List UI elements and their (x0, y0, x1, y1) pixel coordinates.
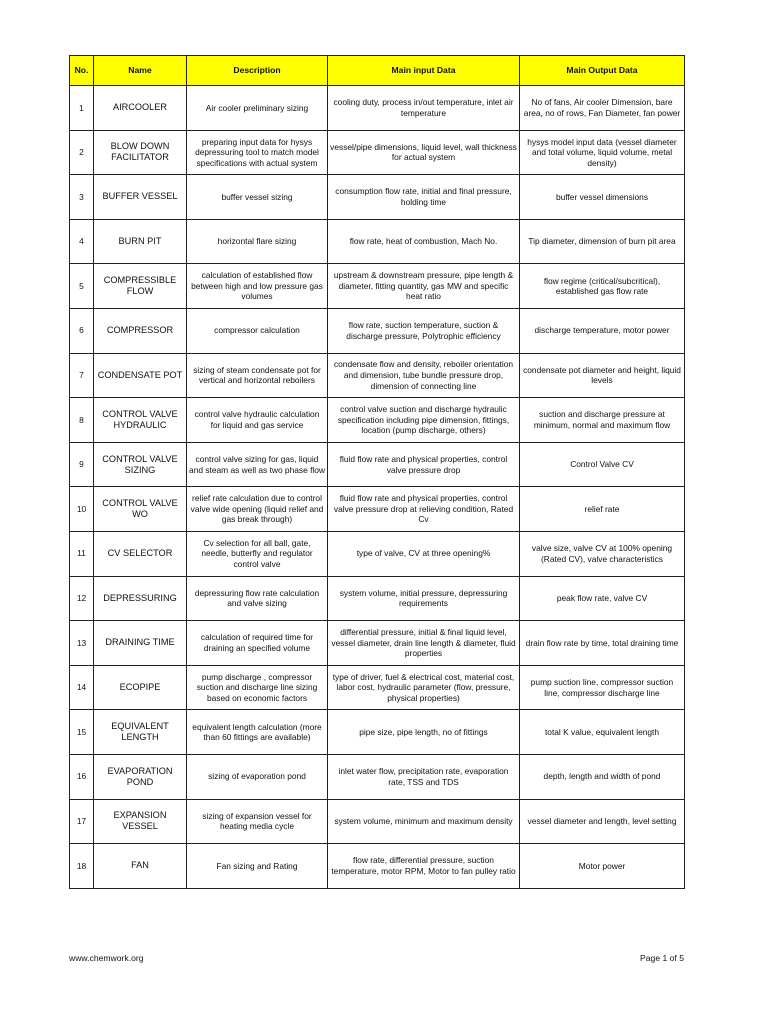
table-row (70, 175, 685, 220)
cell-output: discharge temperature, motor power (520, 308, 685, 353)
footer-page-number: Page 1 of 5 (640, 953, 684, 963)
header-no: No. (70, 56, 94, 86)
cell-name: ECOPIPE (94, 665, 187, 710)
cell-name: CONTROL VALVE HYDRAULIC (94, 398, 187, 443)
cell-description: control valve sizing for gas, liquid and steam as well as two phase flow (187, 442, 328, 487)
cell-description: equivalent length calculation (more than 60 fittings are available) (187, 710, 328, 755)
cell-input: fluid flow rate and physical properties, control valve pressure drop at relieving condition, Rated Cv (328, 487, 520, 532)
cell-name: CONTROL VALVE WO (94, 487, 187, 532)
cell-output: vessel diameter and length, level setting (520, 799, 685, 844)
cell-no: 6 (70, 308, 94, 353)
cell-name: CONTROL VALVE SIZING (94, 442, 187, 487)
cell-output: total K value, equivalent length (520, 710, 685, 755)
cell-output: Control Valve CV (520, 442, 685, 487)
cell-output: depth, length and width of pond (520, 754, 685, 799)
header-output: Main Output Data (520, 56, 685, 86)
cell-description: compressor calculation (187, 308, 328, 353)
cell-no: 9 (70, 442, 94, 487)
cell-no: 18 (70, 844, 94, 889)
cell-no: 3 (70, 175, 94, 220)
cell-output: condensate pot diameter and height, liquid levels (520, 353, 685, 398)
cell-description: sizing of expansion vessel for heating media cycle (187, 799, 328, 844)
cell-name: EVAPORATION POND (94, 754, 187, 799)
cell-description: Fan sizing and Rating (187, 844, 328, 889)
cell-name: CONDENSATE POT (94, 353, 187, 398)
cell-input: flow rate, heat of combustion, Mach No. (328, 219, 520, 264)
cell-output: valve size, valve CV at 100% opening (Rated CV), valve characteristics (520, 531, 685, 576)
header-input: Main input Data (328, 56, 520, 86)
cell-description: calculation of required time for draining an specified volume (187, 621, 328, 666)
table-body (70, 86, 685, 889)
cell-output: peak flow rate, valve CV (520, 576, 685, 621)
table-row (70, 353, 685, 398)
cell-no: 15 (70, 710, 94, 755)
cell-input: fluid flow rate and physical properties, control valve pressure drop (328, 442, 520, 487)
cell-name: BUFFER VESSEL (94, 175, 187, 220)
cell-name: EXPANSION VESSEL (94, 799, 187, 844)
cell-no: 1 (70, 86, 94, 131)
cell-no: 5 (70, 264, 94, 309)
cell-output: drain flow rate by time, total draining time (520, 621, 685, 666)
cell-output: hysys model input data (vessel diameter and total volume, liquid volume, metal density) (520, 130, 685, 175)
cell-output: Motor power (520, 844, 685, 889)
cell-input: flow rate, differential pressure, suction temperature, motor RPM, Motor to fan pulley ratio (328, 844, 520, 889)
cell-no: 11 (70, 531, 94, 576)
cell-no: 10 (70, 487, 94, 532)
cell-input: flow rate, suction temperature, suction & discharge pressure, Polytrophic efficiency (328, 308, 520, 353)
cell-output: No of fans, Air cooler Dimension, bare area, no of rows, Fan Diameter, fan power (520, 86, 685, 131)
cell-output: flow regime (critical/subcritical), established gas flow rate (520, 264, 685, 309)
calculation-tools-table (69, 55, 685, 889)
cell-output: Tip diameter, dimension of burn pit area (520, 219, 685, 264)
cell-description: buffer vessel sizing (187, 175, 328, 220)
cell-input: consumption flow rate, initial and final pressure, holding time (328, 175, 520, 220)
table-row (70, 264, 685, 309)
cell-input: upstream & downstream pressure, pipe length & diameter, fitting quantity, gas MW and specific heat ratio (328, 264, 520, 309)
cell-input: control valve suction and discharge hydraulic specification including pipe dimension, fittings, location (pump discharge, others) (328, 398, 520, 443)
cell-no: 4 (70, 219, 94, 264)
cell-description: control valve hydraulic calculation for liquid and gas service (187, 398, 328, 443)
table-row (70, 130, 685, 175)
cell-name: EQUIVALENT LENGTH (94, 710, 187, 755)
cell-name: BURN PIT (94, 219, 187, 264)
cell-input: type of driver, fuel & electrical cost, material cost, labor cost, hydraulic parameter (flow, pressure, physical properties) (328, 665, 520, 710)
cell-description: sizing of evaporation pond (187, 754, 328, 799)
cell-name: COMPRESSOR (94, 308, 187, 353)
cell-no: 7 (70, 353, 94, 398)
table-row (70, 665, 685, 710)
table-row (70, 86, 685, 131)
footer-website: www.chemwork.org (69, 953, 144, 963)
cell-name: DEPRESSURING (94, 576, 187, 621)
table-row (70, 487, 685, 532)
cell-input: inlet water flow, precipitation rate, evaporation rate, TSS and TDS (328, 754, 520, 799)
cell-output: suction and discharge pressure at minimum, normal and maximum flow (520, 398, 685, 443)
cell-input: pipe size, pipe length, no of fittings (328, 710, 520, 755)
cell-description: depressuring flow rate calculation and valve sizing (187, 576, 328, 621)
table-row (70, 710, 685, 755)
cell-input: vessel/pipe dimensions, liquid level, wall thickness for actual system (328, 130, 520, 175)
cell-output: relief rate (520, 487, 685, 532)
cell-description: Air cooler preliminary sizing (187, 86, 328, 131)
table-row (70, 398, 685, 443)
cell-name: CV SELECTOR (94, 531, 187, 576)
table-header-row (70, 56, 685, 86)
cell-description: pump discharge , compressor suction and discharge line sizing based on economic factors (187, 665, 328, 710)
table-row (70, 531, 685, 576)
cell-input: differential pressure, initial & final liquid level, vessel diameter, drain line length & diameter, fluid properties (328, 621, 520, 666)
cell-description: relief rate calculation due to control valve wide opening (liquid relief and gas break through) (187, 487, 328, 532)
cell-description: preparing input data for hysys depressuring tool to match model specifications with actual system (187, 130, 328, 175)
table-row (70, 799, 685, 844)
cell-input: system volume, initial pressure, depressuring requirements (328, 576, 520, 621)
cell-name: AIRCOOLER (94, 86, 187, 131)
cell-output: pump suction line, compressor suction line, compressor discharge line (520, 665, 685, 710)
cell-no: 17 (70, 799, 94, 844)
header-name: Name (94, 56, 187, 86)
cell-description: horizontal flare sizing (187, 219, 328, 264)
table-row (70, 754, 685, 799)
cell-no: 2 (70, 130, 94, 175)
cell-output: buffer vessel dimensions (520, 175, 685, 220)
cell-name: COMPRESSIBLE FLOW (94, 264, 187, 309)
table-row (70, 576, 685, 621)
cell-input: cooling duty, process in/out temperature, inlet air temperature (328, 86, 520, 131)
cell-name: DRAINING TIME (94, 621, 187, 666)
cell-name: FAN (94, 844, 187, 889)
table-row (70, 442, 685, 487)
cell-description: sizing of steam condensate pot for vertical and horizontal reboilers (187, 353, 328, 398)
header-description: Description (187, 56, 328, 86)
cell-no: 13 (70, 621, 94, 666)
table-row (70, 621, 685, 666)
cell-name: BLOW DOWN FACILITATOR (94, 130, 187, 175)
cell-description: calculation of established flow between high and low pressure gas volumes (187, 264, 328, 309)
table-row (70, 844, 685, 889)
cell-no: 16 (70, 754, 94, 799)
cell-no: 12 (70, 576, 94, 621)
cell-no: 14 (70, 665, 94, 710)
cell-input: condensate flow and density, reboiler orientation and dimension, tube bundle pressure drop, dimension of connecting line (328, 353, 520, 398)
cell-no: 8 (70, 398, 94, 443)
table-row (70, 308, 685, 353)
cell-description: Cv selection for all ball, gate, needle, butterfly and regulator control valve (187, 531, 328, 576)
table-row (70, 219, 685, 264)
cell-input: type of valve, CV at three opening% (328, 531, 520, 576)
cell-input: system volume, minimum and maximum density (328, 799, 520, 844)
